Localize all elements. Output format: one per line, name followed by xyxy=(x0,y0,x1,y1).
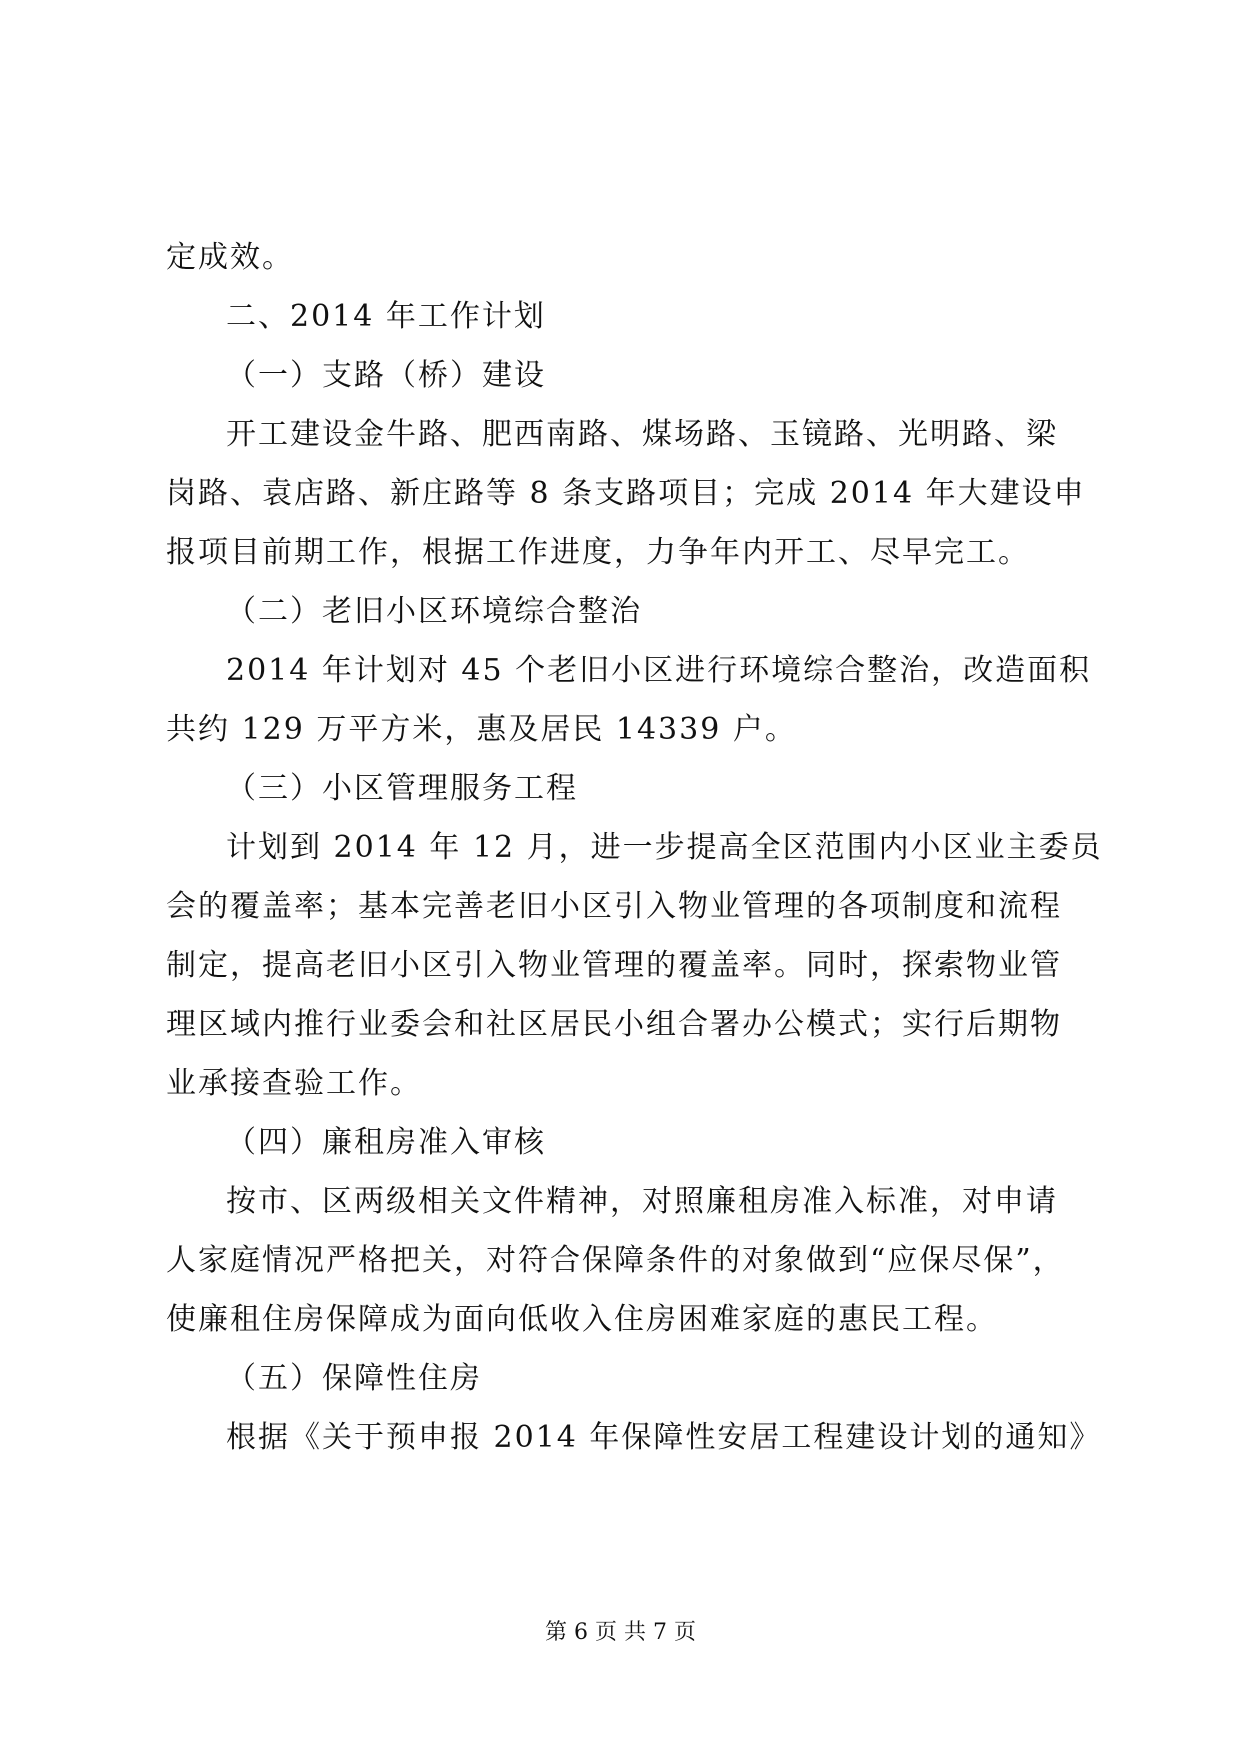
body-line: 定成效。 xyxy=(166,240,294,275)
body-line: 人家庭情况严格把关，对符合保障条件的对象做到“应保尽保”， xyxy=(166,1243,1065,1278)
body-line: 会的覆盖率；基本完善老旧小区引入物业管理的各项制度和流程 xyxy=(166,889,1062,924)
body-line: 报项目前期工作，根据工作进度，力争年内开工、尽早完工。 xyxy=(166,535,1030,570)
subsection-heading: （五）保障性住房 xyxy=(226,1361,482,1396)
body-line: 根据《关于预申报 2014 年保障性安居工程建设计划的通知》 xyxy=(226,1420,1102,1455)
subsection-heading: （二）老旧小区环境综合整治 xyxy=(226,594,642,629)
page-number-footer: 第 6 页 共 7 页 xyxy=(545,1620,696,1645)
body-line: 按市、区两级相关文件精神，对照廉租房准入标准，对申请 xyxy=(226,1184,1058,1219)
section-heading: 二、2014 年工作计划 xyxy=(226,299,546,334)
body-line: 共约 129 万平方米，惠及居民 14339 户。 xyxy=(166,712,797,747)
body-line: 2014 年计划对 45 个老旧小区进行环境综合整治，改造面积 xyxy=(226,653,1092,688)
body-line: 计划到 2014 年 12 月，进一步提高全区范围内小区业主委员 xyxy=(226,830,1103,865)
body-line: 开工建设金牛路、肥西南路、煤场路、玉镜路、光明路、梁 xyxy=(226,417,1058,452)
body-line: 制定，提高老旧小区引入物业管理的覆盖率。同时，探索物业管 xyxy=(166,948,1062,983)
document-body xyxy=(166,228,1103,1467)
body-line: 使廉租住房保障成为面向低收入住房困难家庭的惠民工程。 xyxy=(166,1302,998,1337)
body-line: 业承接查验工作。 xyxy=(166,1066,422,1101)
subsection-heading: （三）小区管理服务工程 xyxy=(226,771,578,806)
body-line: 岗路、袁店路、新庄路等 8 条支路项目；完成 2014 年大建设申 xyxy=(166,476,1086,511)
subsection-heading: （四）廉租房准入审核 xyxy=(226,1125,546,1160)
subsection-heading: （一）支路（桥）建设 xyxy=(226,358,546,393)
body-line: 理区域内推行业委会和社区居民小组合署办公模式；实行后期物 xyxy=(166,1007,1062,1042)
